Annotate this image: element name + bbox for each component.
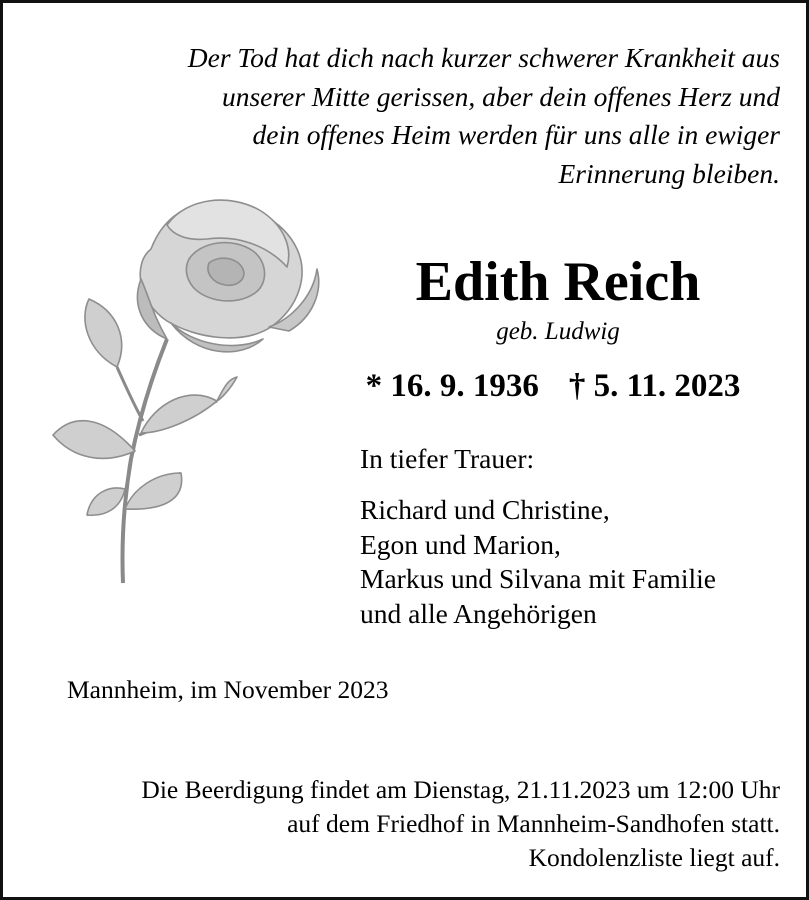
mourner-line: Egon und Marion,	[360, 528, 561, 560]
rose-icon	[21, 189, 337, 593]
funeral-line: Kondolenzliste liegt auf.	[528, 843, 780, 872]
quote-line: Der Tod hat dich nach kurzer schwerer Krankheit aus	[187, 42, 780, 73]
mourner-line: und alle Angehörigen	[360, 597, 597, 629]
mourner-line: Richard und Christine,	[360, 494, 610, 525]
memorial-quote	[80, 39, 780, 193]
quote-line: unserer Mitte gerissen, aber dein offenes Herz und	[221, 80, 780, 112]
life-dates	[323, 365, 783, 407]
death-date: † 5. 11. 2023	[568, 368, 741, 404]
quote-line: Erinnerung bleiben.	[558, 157, 780, 189]
mourning-heading: In tiefer Trauer:	[360, 443, 535, 474]
funeral-info	[20, 773, 780, 875]
mourner-line: Markus und Silvana mit Familie	[360, 563, 716, 594]
quote-line: dein offenes Heim werden für uns alle in ewiger	[252, 119, 780, 150]
funeral-line: auf dem Friedhof in Mannheim-Sandhofen statt.	[287, 809, 780, 838]
funeral-line: Die Beerdigung findet am Dienstag, 21.11.2023 um 12:00 Uhr	[141, 775, 780, 804]
place-date: Mannheim, im November 2023	[67, 675, 389, 704]
birth-date: * 16. 9. 1936	[365, 368, 539, 404]
mourners-list	[360, 493, 716, 631]
birth-name: geb. Ludwig	[496, 318, 620, 345]
deceased-name: Edith Reich	[415, 251, 701, 313]
